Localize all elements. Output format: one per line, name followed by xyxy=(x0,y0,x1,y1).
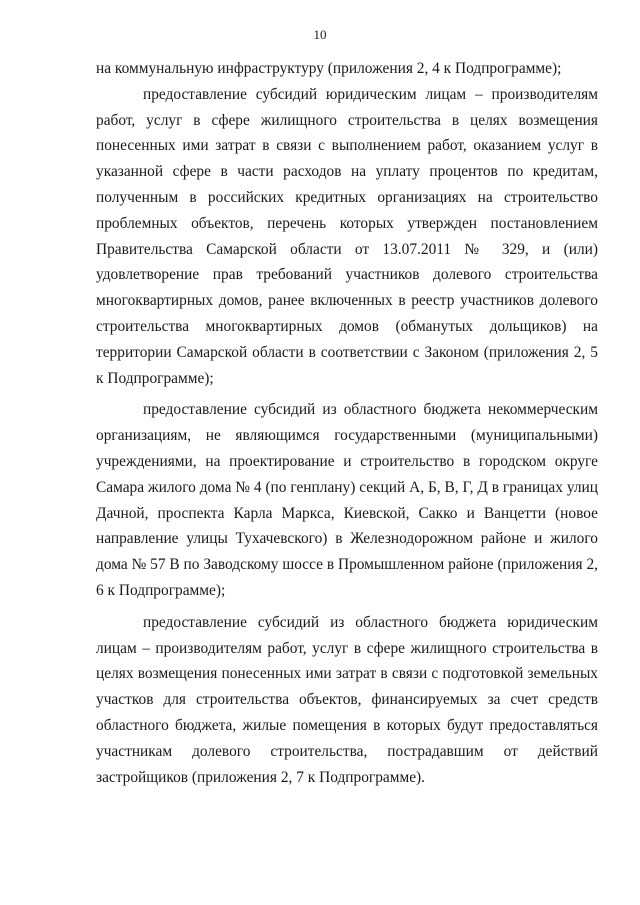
paragraph-continuation: на коммунальную инфраструктуру (приложения 2, 4 к Подпрограмме); xyxy=(96,60,562,77)
paragraph-subsidy-problem-objects: предоставление субсидий юридическим лицам – производителям работ, услуг в сфере жилищного строительства в целях возмещения понесенных ими затрат в связи с выполнением работ, оказанием услуг в указанной сфере в части расходов на уплату процентов по кредитам, полученным в российских кредитных организациях на строительство проблемных объектов, перечень которых утвержден постановлением Правительства Самарской области от 13.07.2011 № 329, и (или) удовлетворение прав требований участников долевого строительства многоквартирных домов, ранее включенных в реестр участников долевого строительства многоквартирных домов (обманутых дольщиков) на территории Самарской области в соответствии с Законом (приложения 2, 5 к Подпрограмме); xyxy=(96,85,598,387)
document-body xyxy=(96,56,598,790)
page-number: 10 xyxy=(313,27,327,42)
paragraph-subsidy-land-preparation: предоставление субсидий из областного бюджета юридическим лицам – производителям работ, услуг в сфере жилищного строительства в целях возмещения понесенных ими затрат в связи с подготовкой земельных участков для строительства объектов, финансируемых за счет средств областного бюджета, жилые помещения в которых будут предоставляться участникам долевого строительства, пострадавшим от действий застройщиков (приложения 2, 7 к Подпрограмме). xyxy=(96,613,598,786)
paragraph-subsidy-nonprofit: предоставление субсидий из областного бюджета некоммерческим организациям, не являющимся государственными (муниципальными) учреждениями, на проектирование и строительство в городском округе Самара жилого дома № 4 (по генплану) секций А, Б, В, Г, Д в границах улиц Дачной, проспекта Карла Маркса, Киевской, Сакко и Ванцетти (новое направление улицы Тухачевского) в Железнодорожном районе и жилого дома № 57 В по Заводскому шоссе в Промышленном районе (приложения 2, 6 к Подпрограмме); xyxy=(96,401,598,599)
